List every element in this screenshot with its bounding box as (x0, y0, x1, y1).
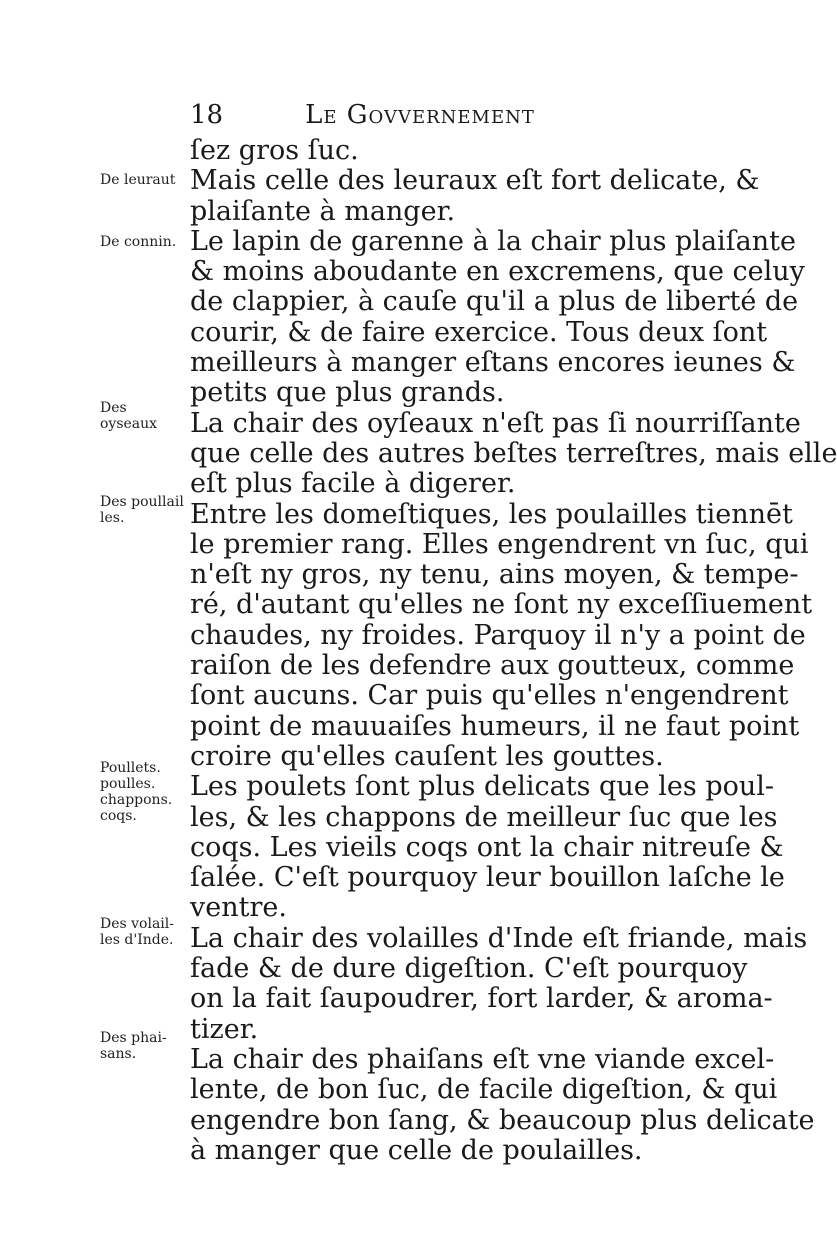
text-line: meilleurs à manger eſtans encores ieunes & (190, 347, 796, 379)
text-line: ſont aucuns. Car puis qu'elles n'engendrent (190, 680, 789, 712)
margin-note-poullets: Poullets. poulles. chappons. coqs. (100, 760, 173, 824)
text-line: Entre les domeſtiques, les poulailles tiennēt (190, 498, 793, 530)
text-line: raiſon de les defendre aux goutteux, comme (190, 650, 795, 682)
text-line: ré, d'autant qu'elles ne ſont ny exceſſiuement (190, 589, 813, 621)
text-line: ventre. (190, 892, 287, 924)
text-line: ſez gros ſuc. (190, 135, 359, 166)
page-number: 18 (190, 100, 224, 130)
text-line: Mais celle des leuraux eſt fort delicate, & (190, 165, 760, 197)
margin-note-volailles-inde: Des volail-les d'Inde. (100, 916, 174, 948)
body-text (190, 135, 837, 1166)
text-line: Les poulets ſont plus delicats que les poul- (190, 771, 775, 803)
text-line: que celle des autres beſtes terreſtres, mais elle (190, 437, 837, 469)
text-line: lente, de bon ſuc, de facile digeſtion, & qui (190, 1074, 778, 1106)
text-line: les, & les chappons de meilleur ſuc que les (190, 801, 778, 833)
text-line: fade & de dure digeſtion. C'eſt pourquoy (190, 953, 748, 985)
page-header (190, 100, 670, 140)
text-line: ſalée. C'eſt pourquoy leur bouillon laſche le (190, 862, 785, 894)
text-line: eſt plus facile à digerer. (190, 468, 516, 500)
text-line: courir, & de faire exercice. Tous deux ſont (190, 316, 768, 348)
text-line: La chair des oyſeaux n'eſt pas ſi nourriſſante (190, 407, 801, 439)
margin-note-connin: De connin. (100, 234, 177, 250)
text-line: La chair des volailles d'Inde eſt friande, mais (190, 922, 808, 954)
text-line: on la fait ſaupoudrer, fort larder, & aroma- (190, 983, 773, 1015)
text-line: plaiſante à manger. (190, 195, 456, 227)
margin-note-oyseaux: Des oyseaux (100, 400, 158, 432)
text-line: chaudes, ny froides. Parquoy il n'y a point de (190, 619, 806, 651)
text-line: tizer. (190, 1013, 259, 1045)
margin-note-leuraut: De leuraut (100, 172, 176, 188)
text-line: de clappier, à cauſe qu'il a plus de liberté de (190, 286, 799, 318)
margin-note-phaisans: Des phai-sans. (100, 1030, 167, 1062)
text-line: engendre bon ſang, & beaucoup plus delicate (190, 1104, 815, 1136)
text-line: à manger que celle de poulailles. (190, 1134, 643, 1166)
text-line: n'eſt ny gros, ny tenu, ains moyen, & tempe- (190, 559, 799, 591)
text-line: Le lapin de garenne à la chair plus plaiſante (190, 225, 796, 257)
text-line: croire qu'elles cauſent les gouttes. (190, 740, 664, 772)
text-line: La chair des phaiſans eſt vne viande excel- (190, 1043, 775, 1075)
text-line: petits que plus grands. (190, 377, 505, 409)
text-line: point de mauuaiſes humeurs, il ne faut point (190, 710, 800, 742)
margin-note-poullailles: Des poullail les. (100, 494, 184, 526)
running-title: Le Govvernement (305, 100, 535, 130)
text-line: coqs. Les vieils coqs ont la chair nitreuſe & (190, 831, 784, 863)
text-line: & moins aboudante en excremens, que celuy (190, 256, 805, 288)
text-line: le premier rang. Elles engendrent vn ſuc, qui (190, 528, 809, 560)
